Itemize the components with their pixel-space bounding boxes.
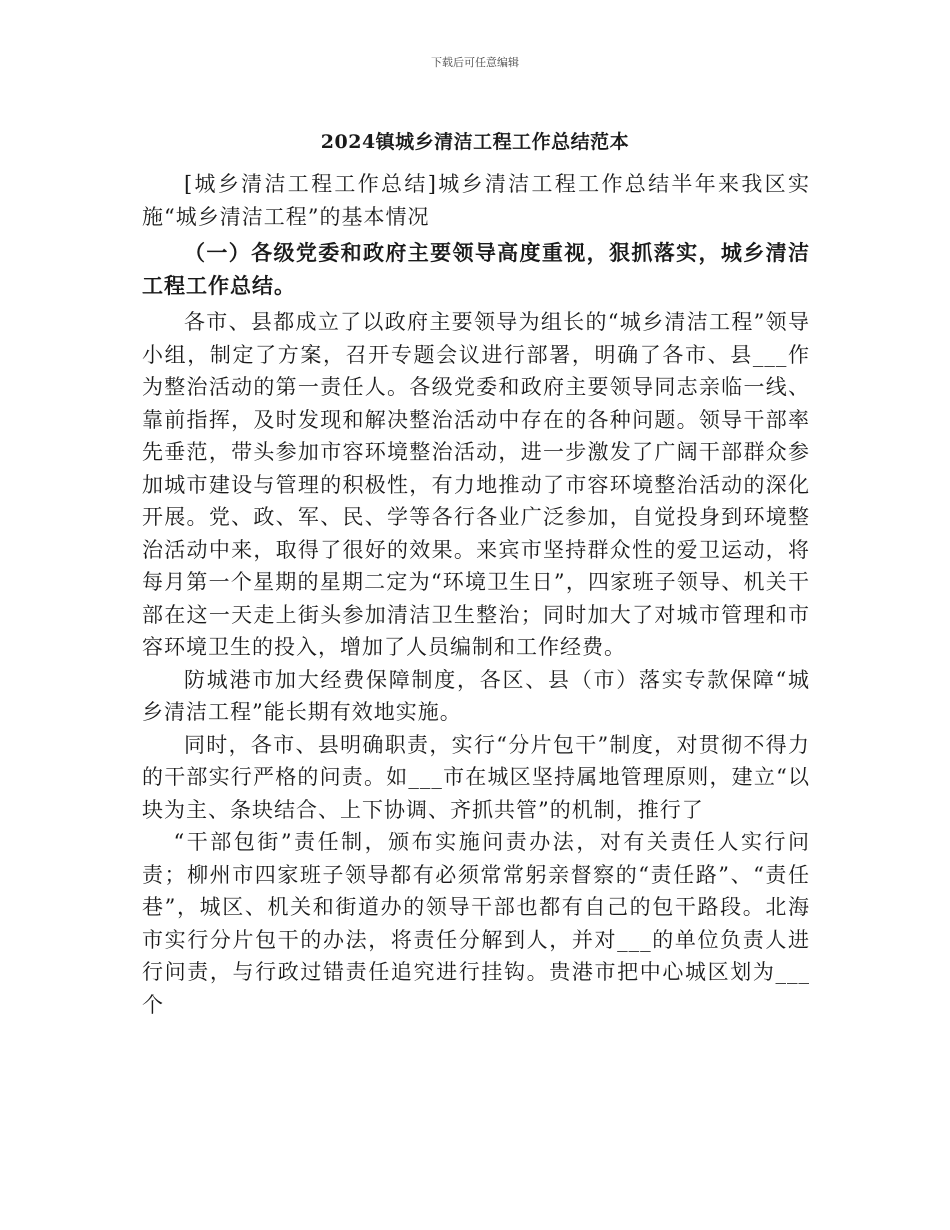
header-note: 下载后可任意编辑 <box>431 56 519 69</box>
document-title: 2024镇城乡清洁工程工作总结范本 <box>320 131 630 153</box>
section-heading: （一）各级党委和政府主要领导高度重视，狠抓落实，城乡清洁工程工作总结。 <box>142 241 810 298</box>
paragraph-intro: [城乡清洁工程工作总结]城乡清洁工程工作总结半年来我区实施“城乡清洁工程”的基本情况 <box>142 172 810 229</box>
paragraph-accountability: “干部包街”责任制，颁布实施问责办法，对有关责任人实行问责；柳州市四家班子领导都有必须常常躬亲督察的“责任路”、“责任巷”，城区、机关和街道办的领导干部也都有自己的包干路段。北海市实行分片包干的办法，将责任分解到人，并对___的单位负责人进行问责，与行政过错责任追究进行挂钩。贵港市把中心城区划为___个 <box>142 830 810 1017</box>
paragraph-leadership: 各市、县都成立了以政府主要领导为组长的“城乡清洁工程”领导小组，制定了方案，召开专题会议进行部署，明确了各市、县___作为整治活动的第一责任人。各级党委和政府主要领导同志亲临一线、靠前指挥，及时发现和解决整治活动中存在的各种问题。领导干部率先垂范，带头参加市容环境整治活动，进一步激发了广阔干部群众参加城市建设与管理的积极性，有力地推动了市容环境整治活动的深化开展。党、政、军、民、学等各行各业广泛参加，自觉投身到环境整治活动中来，取得了很好的效果。来宾市坚持群众性的爱卫运动，将每月第一个星期的星期二定为“环境卫生日”，四家班子领导、机关干部在这一天走上街头参加清洁卫生整治；同时加大了对城市管理和市容环境卫生的投入，增加了人员编制和工作经费。 <box>142 310 810 659</box>
paragraph-fangchenggang: 防城港市加大经费保障制度，各区、县（市）落实专款保障“城乡清洁工程”能长期有效地实施。 <box>142 667 810 724</box>
document-body <box>142 168 810 1021</box>
paragraph-responsibility: 同时，各市、县明确职责，实行“分片包干”制度，对贯彻不得力的干部实行严格的问责。如___市在城区坚持属地管理原则，建立“以块为主、条块结合、上下协调、齐抓共管”的机制，推行了 <box>142 732 810 822</box>
